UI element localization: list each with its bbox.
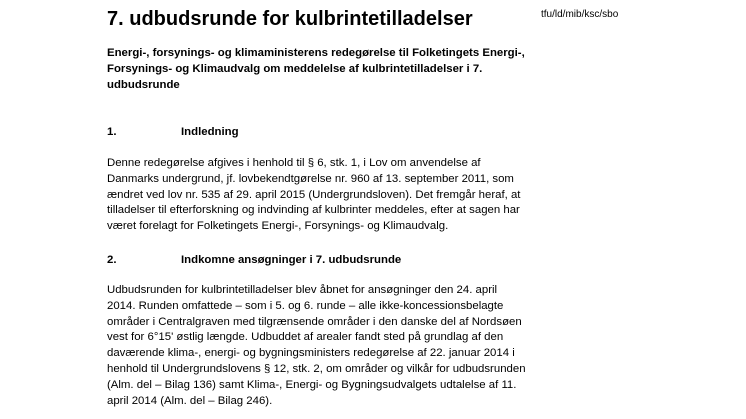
paragraph-line: områder i Centralgraven med tilgrænsende områder i den danske del af Nordsøen — [107, 315, 522, 328]
paragraph-line: april 2014 (Alm. del – Bilag 246). — [107, 394, 273, 407]
subtitle-line: Forsynings- og Klimaudvalg om meddelelse af kulbrintetilladelser i 7. — [107, 63, 483, 75]
paragraph-line: været forelagt for Folketingets Energi-, Forsynings- og Klimaudvalg. — [107, 220, 449, 233]
paragraph-line: tilladelser til efterforskning og indvinding af kulbrinter meddeles, efter at sagen har — [107, 204, 520, 217]
paragraph-line: vest for 6°15' østlig længde. Udbuddet af arealer fandt sted på grundlag af den — [107, 331, 504, 344]
paragraph-line: henhold til Undergrundslovens § 12, stk. 2, om områder og vilkår for udbudsrunden — [107, 362, 526, 375]
document-title: 7. udbudsrunde for kulbrintetilladelser — [107, 8, 473, 30]
paragraph-line: daværende klima-, energi- og bygningsministers redegørelse af 22. januar 2014 i — [107, 347, 515, 360]
section-heading-ansoegninger — [107, 252, 401, 268]
section-title: Indledning — [181, 126, 239, 138]
paragraph-line: (Alm. del – Bilag 136) samt Klima-, Energi- og Bygningsudvalgets udtalelse af 11. — [107, 378, 517, 391]
section-title: Indkomne ansøgninger i 7. udbudsrunde — [181, 254, 402, 266]
paragraph-line: Danmarks undergrund, jf. lovbekendtgørelse nr. 960 af 13. september 2011, som — [107, 172, 514, 185]
paragraph-line: Denne redegørelse afgives i henhold til § 6, stk. 1, i Lov om anvendelse af — [107, 157, 481, 169]
document-subtitle — [107, 45, 547, 93]
section-number: 2. — [107, 254, 117, 266]
paragraph-line: Udbudsrunden for kulbrintetilladelser blev åbnet for ansøgninger den 24. april — [107, 284, 498, 296]
subtitle-line: Energi-, forsynings- og klimaministerens redegørelse til Folketingets Energi-, — [107, 47, 525, 59]
paragraph-line: 2014. Runden omfattede – som i 5. og 6. runde – alle ikke-koncessionsbelagte — [107, 299, 504, 312]
reference-code: tfu/ld/mib/ksc/sbo — [541, 9, 619, 20]
section-paragraph-indledning — [107, 156, 520, 235]
section-paragraph-ansoegninger — [107, 283, 526, 409]
section-number: 1. — [107, 126, 117, 138]
section-heading-indledning — [107, 124, 239, 140]
subtitle-line: udbudsrunde — [107, 79, 180, 91]
paragraph-line: ændret ved lov nr. 535 af 29. april 2015 (Undergrundsloven). Det fremgår heraf, at — [107, 188, 521, 201]
